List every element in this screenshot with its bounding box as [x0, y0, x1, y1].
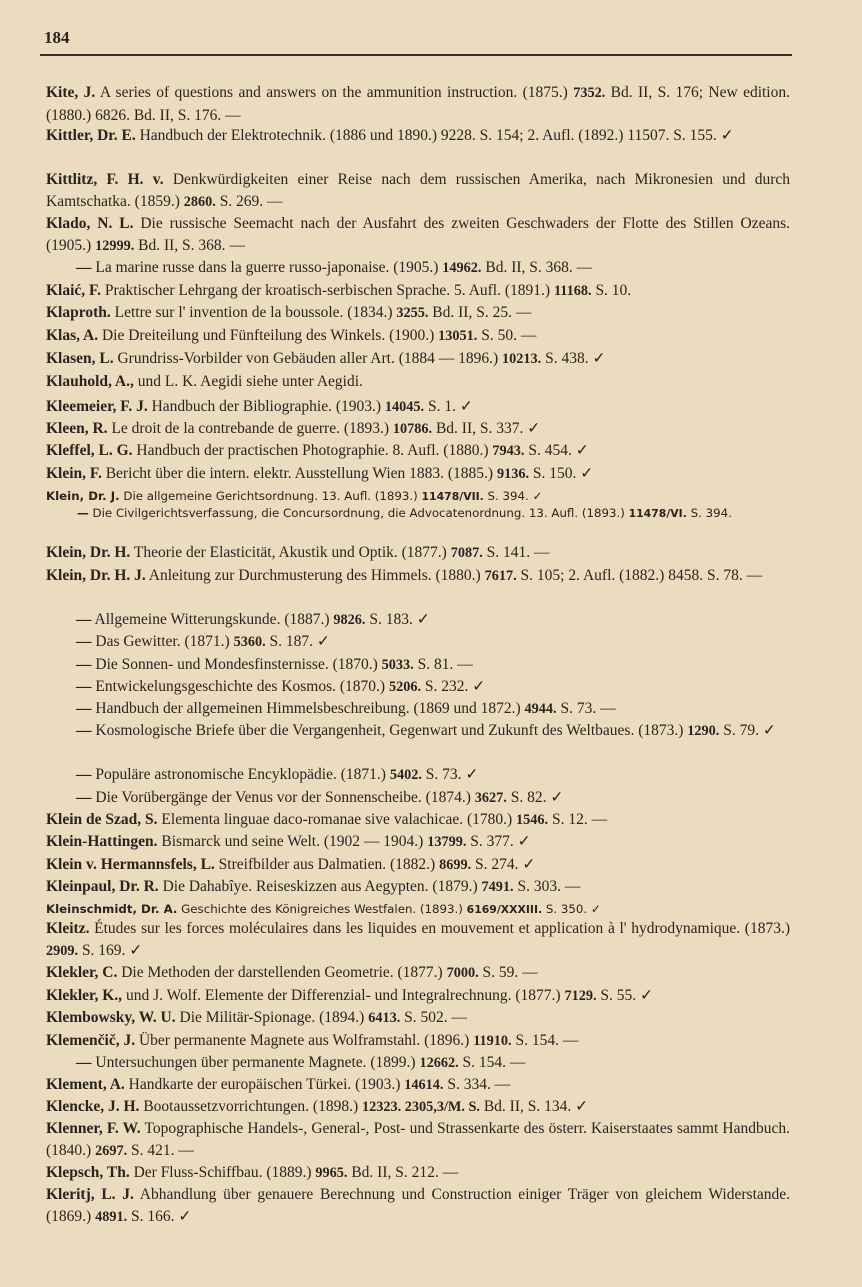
- entry-title: Das Gewitter. (1871.): [95, 633, 230, 650]
- entry-number: 11910.: [473, 1033, 512, 1049]
- entry-title: Die Dahabîye. Reiseskizzen aus Aegypten. (1879.): [162, 878, 478, 895]
- entry-reference: S. 394. ✓: [487, 489, 543, 503]
- entry-9: [46, 371, 790, 393]
- entry-40: [46, 1162, 790, 1185]
- entry-author: Kleffel, L. G.: [46, 442, 133, 459]
- entry-author: Klein de Szad, S.: [46, 811, 158, 828]
- entry-reference: S. 454. ✓: [528, 442, 589, 459]
- entry-38: [46, 1096, 790, 1119]
- entry-title: A series of questions and answers on the ammunition instruction. (1875.): [99, 84, 568, 101]
- entry-30: [46, 901, 790, 918]
- entry-number: 2909.: [46, 942, 79, 959]
- entry-title: Streifbilder aus Dalmatien. (1882.): [218, 856, 436, 873]
- entry-number: 12662.: [419, 1055, 459, 1071]
- entry-title: Die Vorübergänge der Venus vor der Sonnenscheibe. (1874.): [95, 789, 471, 806]
- entry-36: [61, 1052, 805, 1075]
- entry-author: —: [76, 633, 92, 650]
- entry-22: [61, 698, 805, 721]
- entry-19: [61, 631, 805, 654]
- entry-reference: Bd. II, S. 337. ✓: [435, 420, 541, 437]
- entry-reference: S. 79. ✓: [723, 722, 776, 739]
- entry-number: 7087.: [450, 545, 483, 561]
- entry-title: Abhandlung über genauere Berechnung und Construction einiger Träger von gleichem Widerstande. (1869.): [46, 1186, 791, 1225]
- entry-number: 13799.: [427, 834, 467, 850]
- entry-37: [46, 1074, 790, 1097]
- entry-author: Klein, F.: [46, 465, 102, 482]
- entry-author: —: [77, 506, 89, 520]
- entry-number: 5402.: [389, 767, 422, 783]
- entry-author: Klaić, F.: [46, 282, 101, 299]
- entry-number: 7000.: [446, 965, 479, 981]
- entry-title: Die allgemeine Gerichtsordnung. 13. Aufl. (1893.): [123, 489, 418, 503]
- entry-reference: S. 438. ✓: [545, 350, 606, 367]
- entry-23: [61, 720, 805, 743]
- entry-reference: S. 377. ✓: [470, 833, 531, 850]
- entry-reference: S. 12. —: [551, 811, 608, 828]
- entry-5: [46, 280, 790, 303]
- entry-author: Kite, J.: [46, 84, 96, 101]
- entry-number: 9136.: [496, 466, 530, 482]
- entry-author: Kittlitz, F. H. v.: [46, 171, 164, 188]
- entry-author: Klekler, C.: [46, 964, 118, 981]
- entry-reference: S. 232. ✓: [424, 678, 486, 695]
- entry-title: Grundriss-Vorbilder von Gebäuden aller Art. (1884 — 1896.): [117, 350, 499, 367]
- entry-number: 13051.: [438, 328, 478, 344]
- entry-reference: Bd. II, S. 212. —: [351, 1164, 459, 1181]
- entry-7: [46, 325, 790, 348]
- entry-title: Der Fluss-Schiffbau. (1889.): [133, 1164, 312, 1181]
- entry-title: Le droit de la contrebande de guerre. (1893.): [111, 420, 390, 437]
- entry-number: 14614.: [404, 1077, 444, 1093]
- entry-2: [46, 169, 790, 213]
- entry-number: 7617.: [484, 568, 517, 584]
- entry-18: [61, 609, 805, 632]
- entry-number: 11478/VII.: [421, 490, 484, 503]
- entry-author: Klas, A.: [46, 327, 99, 344]
- entry-reference: S. 73. ✓: [425, 766, 479, 783]
- entry-reference: Bd. II, S. 368. —: [485, 259, 593, 276]
- entry-29: [46, 876, 790, 899]
- entry-reference: S. 154. —: [462, 1054, 526, 1071]
- entry-reference: Bd. II, S. 176; New edition. (1880.) 6826. Bd. II, S. 176. —: [46, 84, 790, 124]
- entry-number: 3255.: [396, 305, 429, 321]
- entry-author: Klein, Dr. H. J.: [46, 567, 146, 584]
- entry-0: [46, 82, 790, 126]
- page-number: 184: [44, 28, 70, 47]
- entry-author: Klepsch, Th.: [46, 1164, 130, 1181]
- entry-number: 6169/XXXIII.: [466, 903, 543, 916]
- entry-number: 11168.: [553, 283, 592, 299]
- entry-number: 2697.: [95, 1142, 128, 1159]
- entry-title: La marine russe dans la guerre russo-japonaise. (1905.): [95, 259, 439, 276]
- entry-number: 7943.: [492, 443, 525, 459]
- entry-title: und J. Wolf. Elemente der Differenzial- und Integralrechnung. (1877.): [125, 987, 561, 1004]
- entry-reference: Aegidi.: [316, 373, 363, 390]
- entry-reference: S. 105; 2. Aufl. (1882.) 8458. S. 78. —: [520, 567, 763, 584]
- entry-title: Die Methoden der darstellenden Geometrie. (1877.): [121, 964, 443, 981]
- entry-title: Die Dreiteilung und Fünfteilung des Winkels. (1900.): [101, 327, 435, 344]
- entry-6: [46, 302, 790, 325]
- entry-17: [46, 565, 790, 588]
- entry-author: —: [76, 611, 92, 628]
- entry-number: 8699.: [439, 857, 472, 873]
- entry-author: Klembowsky, W. U.: [46, 1009, 176, 1026]
- entry-title: Handbuch der Bibliographie. (1903.): [151, 398, 382, 415]
- entry-3: [46, 213, 790, 257]
- entry-27: [46, 831, 790, 854]
- entry-title: Populäre astronomische Encyklopädie. (1871.): [95, 766, 386, 783]
- entry-reference: S. 350. ✓: [545, 902, 601, 916]
- entry-number: 1290.: [687, 723, 720, 739]
- entry-title: Allgemeine Witterungskunde. (1887.): [94, 611, 330, 628]
- entry-author: Klencke, J. H.: [46, 1098, 140, 1115]
- entry-title: Über permanente Magnete aus Wolframstahl. (1896.): [138, 1032, 470, 1049]
- entry-15: [61, 505, 806, 522]
- entry-author: Klauhold, A.,: [46, 373, 134, 390]
- entry-title: Theorie der Elasticität, Akustik und Optik. (1877.): [133, 544, 447, 561]
- entry-reference: Bd. II, S. 134. ✓: [483, 1098, 589, 1115]
- entry-author: Kleitz.: [46, 920, 90, 937]
- entry-reference: S. 334. —: [447, 1076, 511, 1093]
- entry-number: 9826.: [333, 612, 366, 628]
- entry-author: Klemenčič, J.: [46, 1032, 136, 1049]
- entry-39: [46, 1118, 790, 1162]
- entry-author: Klein, Dr. J.: [46, 489, 120, 503]
- entry-8: [46, 348, 790, 371]
- entry-title: Handbuch der allgemeinen Himmelsbeschreibung. (1869 und 1872.): [95, 700, 521, 717]
- entry-author: Klado, N. L.: [46, 215, 134, 232]
- entry-title: Elementa linguae daco-romanae sive valachicae. (1780.): [161, 811, 513, 828]
- entry-number: 2860.: [183, 193, 216, 210]
- entry-reference: S. 150. ✓: [532, 465, 594, 482]
- entry-author: Klenner, F. W.: [46, 1120, 141, 1137]
- entry-title: Bericht über die intern. elektr. Ausstellung Wien 1883. (1885.): [105, 465, 494, 482]
- entry-number: 5360.: [233, 634, 266, 650]
- entry-number: 5033.: [381, 657, 414, 673]
- entry-title: Kosmologische Briefe über die Vergangenheit, Gegenwart und Zukunft des Weltbaues. (1873.): [95, 722, 684, 739]
- entry-author: Kleemeier, F. J.: [46, 398, 148, 415]
- entry-number: 1546.: [516, 812, 549, 828]
- entry-author: —: [76, 766, 92, 783]
- entry-number: 6413.: [368, 1010, 401, 1026]
- entry-title: Topographische Handels-, General-, Post- und Strassenkarte des österr. Kaiserstaates sammt Handbuch. (1840.): [46, 1120, 790, 1159]
- entry-21: [61, 676, 805, 699]
- entry-32: [46, 962, 790, 985]
- entry-title: Bootaussetzvorrichtungen. (1898.): [143, 1098, 359, 1115]
- entry-title: Lettre sur l' invention de la boussole. (1834.): [114, 304, 393, 321]
- entry-reference: 11507. S. 155. ✓: [627, 127, 734, 144]
- entry-10: [46, 396, 790, 419]
- entry-author: Kittler, Dr. E.: [46, 127, 136, 144]
- entry-28: [46, 854, 790, 877]
- entry-reference: Bd. II, S. 368. —: [138, 236, 245, 254]
- entry-title: und L. K. Aegidi siehe unter: [137, 373, 314, 390]
- entry-author: Kleritj, L. J.: [46, 1186, 134, 1203]
- entry-16: [46, 542, 790, 565]
- entry-4: [61, 257, 805, 280]
- entry-author: Kleinpaul, Dr. R.: [46, 878, 159, 895]
- entry-author: Klein-Hattingen.: [46, 833, 158, 850]
- entry-title: Die Sonnen- und Mondesfinsternisse. (1870.): [95, 656, 378, 673]
- entry-title: Handkarte der europäischen Türkei. (1903.): [128, 1076, 401, 1093]
- entry-24: [61, 764, 805, 787]
- entry-reference: S. 303. —: [517, 878, 581, 895]
- entry-reference: S. 1. ✓: [427, 398, 473, 415]
- entry-author: Klasen, L.: [46, 350, 114, 367]
- entry-25: [61, 787, 805, 810]
- entry-author: —: [76, 1054, 92, 1071]
- entry-reference: S. 141. —: [486, 544, 550, 561]
- entry-author: Kleinschmidt, Dr. A.: [46, 902, 178, 916]
- entry-20: [61, 654, 805, 677]
- entry-number: 14962.: [442, 260, 482, 276]
- entry-reference: S. 183. ✓: [369, 611, 430, 628]
- entry-reference: S. 59. —: [482, 964, 538, 981]
- entry-number: 5206.: [388, 679, 422, 695]
- entry-author: —: [76, 700, 92, 717]
- entry-author: Klement, A.: [46, 1076, 125, 1093]
- entry-33: [46, 985, 790, 1008]
- entry-13: [46, 463, 790, 486]
- header-rule: [40, 54, 792, 56]
- entry-title: Bismarck und seine Welt. (1902 — 1904.): [161, 833, 424, 850]
- entry-title: Die russische Seemacht nach der Ausfahrt des zweiten Geschwaders der Flotte des Stillen Ozeans. (1905.): [46, 215, 791, 254]
- entry-title: Geschichte des Königreiches Westfalen. (1893.): [181, 902, 463, 916]
- entry-41: [46, 1184, 790, 1228]
- entry-reference: S. 187. ✓: [269, 633, 330, 650]
- entry-title: Anleitung zur Durchmusterung des Himmels. (1880.): [148, 567, 481, 584]
- entry-number: 7129.: [564, 988, 597, 1004]
- entry-reference: S. 10.: [595, 282, 632, 299]
- entry-author: —: [76, 656, 92, 673]
- entry-reference: S. 166. ✓: [131, 1207, 192, 1225]
- entry-reference: S. 82. ✓: [510, 789, 564, 806]
- entry-author: —: [76, 722, 92, 739]
- entry-title: Untersuchungen über permanente Magnete. (1899.): [95, 1054, 416, 1071]
- entry-title: Entwickelungsgeschichte des Kosmos. (1870.): [95, 678, 386, 695]
- entry-number: 11478/VI.: [628, 507, 687, 520]
- entry-author: Klekler, K.,: [46, 987, 123, 1004]
- entry-number: 3627.: [474, 790, 507, 806]
- entry-author: Klein v. Hermannsfels, L.: [46, 856, 215, 873]
- entry-number: 12323. 2305,3/M. S.: [362, 1099, 480, 1115]
- entry-author: —: [76, 678, 92, 695]
- entry-11: [46, 418, 790, 441]
- entry-reference: S. 502. —: [404, 1009, 467, 1026]
- entry-12: [46, 440, 790, 463]
- entry-number: 7491.: [481, 879, 514, 895]
- entry-author: Kleen, R.: [46, 420, 108, 437]
- entry-title: Denkwürdigkeiten einer Reise nach dem russischen Amerika, nach Mikronesien und durch Kamtschatka. (1859.): [46, 171, 791, 210]
- entry-title: Études sur les forces moléculaires dans les liquides en mouvement et application à l' hydrodynamique. (1873.): [94, 920, 790, 937]
- entry-title: Handbuch der practischen Photographie. 8. Aufl. (1880.): [136, 442, 489, 459]
- entry-reference: S. 169. ✓: [81, 941, 143, 959]
- entry-reference: S. 421. —: [131, 1141, 194, 1159]
- entry-reference: S. 50. —: [481, 327, 537, 344]
- entry-1: [46, 125, 790, 147]
- entry-number: 10786.: [392, 421, 433, 437]
- entry-35: [46, 1030, 790, 1053]
- entry-reference: S. 55. ✓: [600, 987, 653, 1004]
- entry-author: Klaproth.: [46, 304, 111, 321]
- entry-author: Klein, Dr. H.: [46, 544, 131, 561]
- entry-reference: S. 81. —: [417, 656, 473, 673]
- entry-number: 14045.: [384, 399, 425, 415]
- entry-title: Die Militär-Spionage. (1894.): [179, 1009, 365, 1026]
- entry-reference: S. 274. ✓: [475, 856, 536, 873]
- entry-reference: Bd. II, S. 25. —: [432, 304, 532, 321]
- entry-26: [46, 809, 790, 832]
- entry-14: [46, 488, 790, 505]
- entry-number: 4891.: [95, 1208, 128, 1225]
- entry-author: —: [76, 259, 92, 276]
- entry-number: 10213.: [502, 351, 542, 367]
- entry-title: Die Civilgerichtsverfassung, die Concursordnung, die Advocatenordnung. 13. Aufl. (1893.): [92, 506, 625, 520]
- entry-31: [46, 918, 790, 962]
- entry-author: —: [76, 789, 92, 806]
- entry-34: [46, 1007, 790, 1030]
- entry-number: 7352.: [573, 85, 606, 101]
- entry-reference: S. 394.: [690, 506, 732, 520]
- entry-number: 9965.: [315, 1165, 348, 1181]
- entry-reference: S. 154. —: [515, 1032, 579, 1049]
- entry-number: 12999.: [95, 237, 135, 254]
- entry-title: Handbuch der Elektrotechnik. (1886 und 1890.) 9228. S. 154; 2. Aufl. (1892.): [139, 127, 624, 144]
- entry-title: Praktischer Lehrgang der kroatisch-serbischen Sprache. 5. Aufl. (1891.): [104, 282, 551, 299]
- entry-number: 4944.: [524, 701, 557, 717]
- entry-reference: S. 269. —: [219, 192, 283, 210]
- entry-reference: S. 73. —: [560, 700, 616, 717]
